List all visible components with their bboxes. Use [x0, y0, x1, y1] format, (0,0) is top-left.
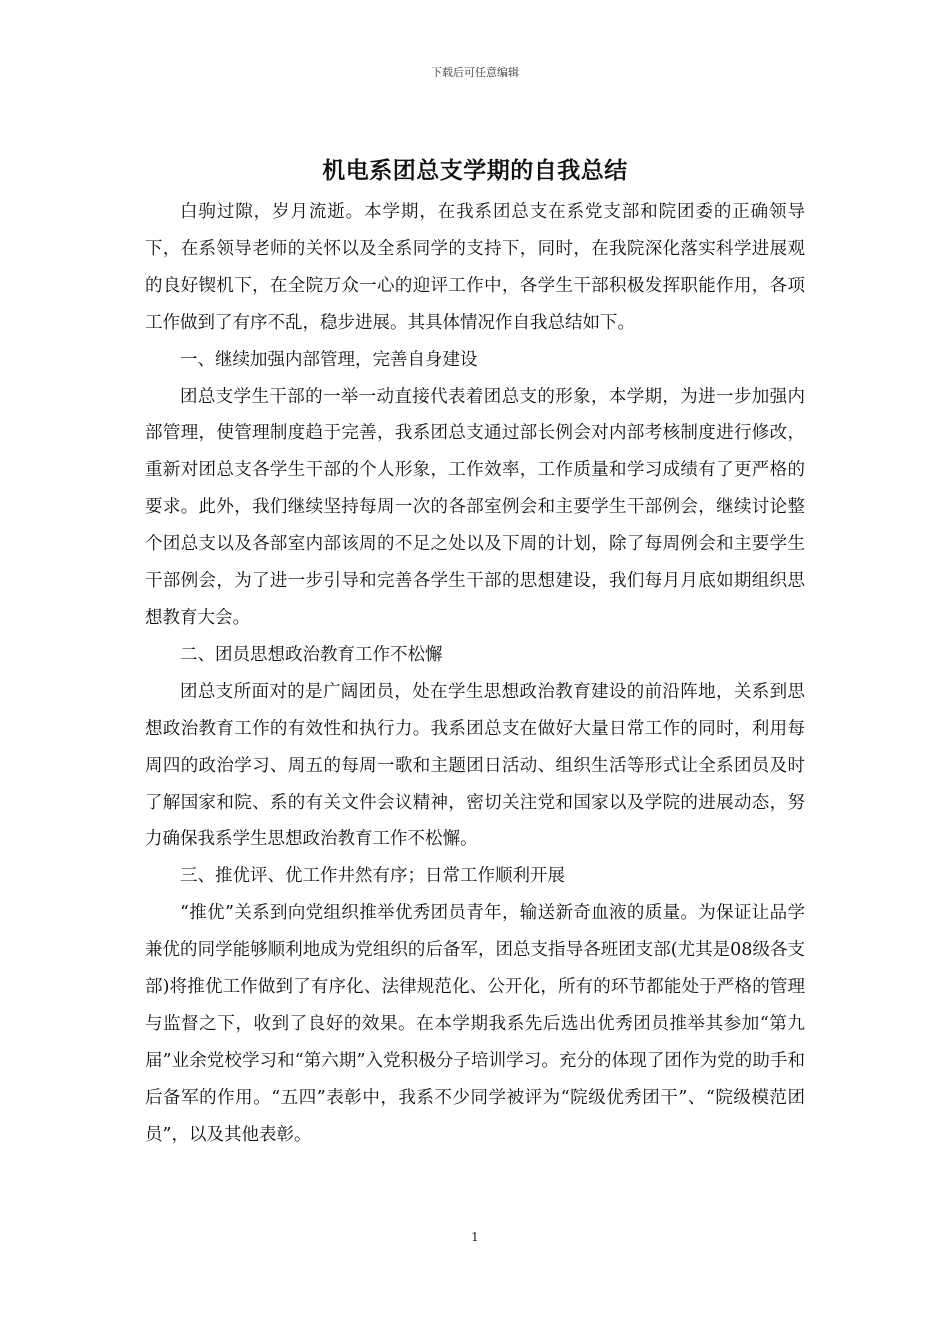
- paragraph-section-2: 团总支所面对的是广阔团员，处在学生思想政治教育建设的前沿阵地，关系到思想政治教育工作的有效性和执行力。我系团总支在做好大量日常工作的同时，利用每周四的政治学习、周五的每周一歌和主题团日活动、组织生活等形式让全系团员及时了解国家和院、系的有关文件会议精神，密切关注党和国家以及学院的进展动态，努力确保我系学生思想政治教育工作不松懈。: [145, 681, 805, 850]
- paragraph-section-3: “推优”关系到向党组织推举优秀团员青年，输送新奇血液的质量。为保证让品学兼优的同学能够顺利地成为党组织的后备军，团总支指导各班团支部(尤其是08级各支部)将推优工作做到了有序化、法律规范化、公开化，所有的环节都能处于严格的管理与监督之下，收到了良好的效果。在本学期我系先后选出优秀团员推举其参加“第九届”业余党校学习和“第六期”入党积极分子培训学习。充分的体现了团作为党的助手和后备军的作用。“五四”表彰中，我系不少同学被评为“院级优秀团干”、“院级模范团员”，以及其他表彰。: [145, 903, 805, 1145]
- section-heading-3: 三、推优评、优工作井然有序；日常工作顺利开展: [180, 866, 565, 887]
- header-note: 下载后可任意编辑: [431, 66, 519, 79]
- document-body: [145, 194, 805, 1154]
- paragraph-section-1: 团总支学生干部的一举一动直接代表着团总支的形象，本学期，为进一步加强内部管理，使管理制度趋于完善，我系团总支通过部长例会对内部考核制度进行修改，重新对团总支各学生干部的个人形象，工作效率，工作质量和学习成绩有了更严格的要求。此外，我们继续坚持每周一次的各部室例会和主要学生干部例会，继续讨论整个团总支以及各部室内部该周的不足之处以及下周的计划，除了每周例会和主要学生干部例会，为了进一步引导和完善各学生干部的思想建设，我们每月月底如期组织思想教育大会。: [145, 386, 805, 628]
- section-heading-1: 一、继续加强内部管理，完善自身建设: [180, 349, 478, 370]
- paragraph-intro: 白驹过隙，岁月流逝。本学期，在我系团总支在系党支部和院团委的正确领导下，在系领导老师的关怀以及全系同学的支持下，同时，在我院深化落实科学进展观的良好锲机下，在全院万众一心的迎评工作中，各学生干部积极发挥职能作用，各项工作做到了有序不乱，稳步进展。其具体情况作自我总结如下。: [145, 202, 805, 333]
- section-heading-2: 二、团员思想政治教育工作不松懈: [180, 644, 443, 665]
- document-title: 机电系团总支学期的自我总结: [322, 158, 628, 184]
- page-number: 1: [471, 1230, 479, 1244]
